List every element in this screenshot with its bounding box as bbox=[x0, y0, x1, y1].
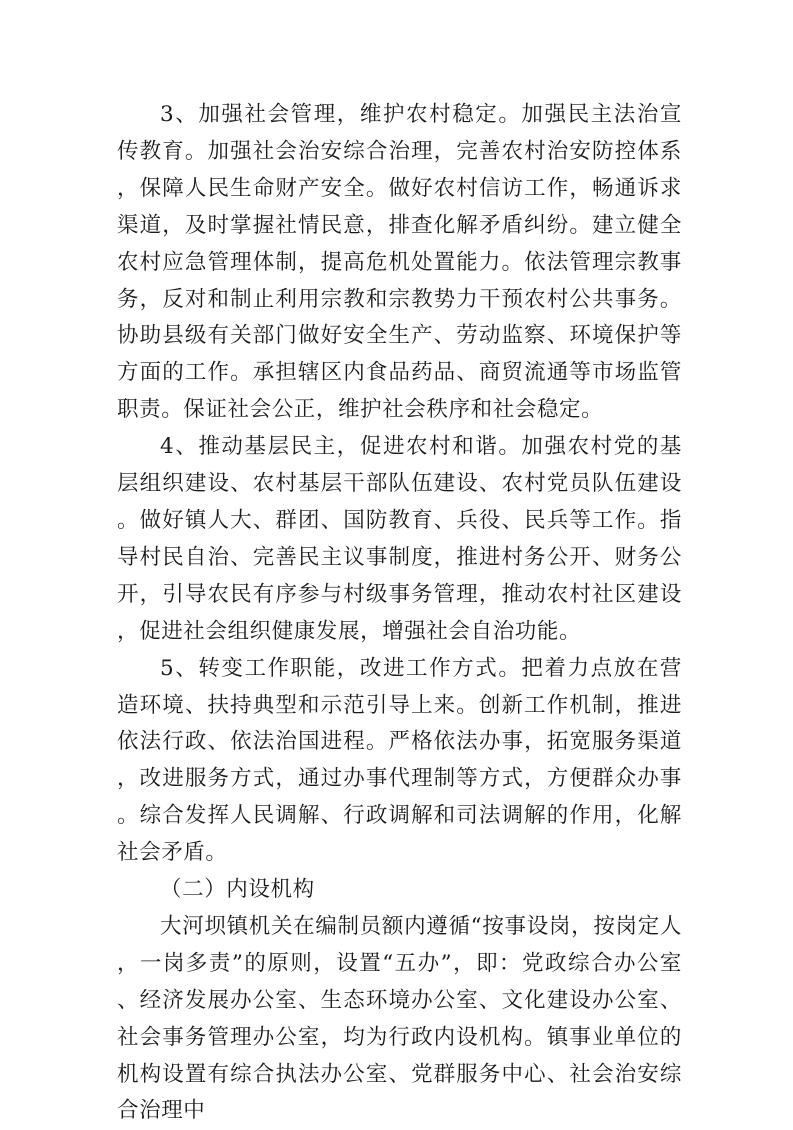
document-body bbox=[117, 97, 682, 1130]
paragraph-item-5: 5、转变工作职能，改进工作方式。把着力点放在营造环境、扶持典型和示范引导上来。创新工作机制，推进依法行政、依法治国进程。严格依法办事，拓宽服务渠道，改进服务方式，通过办事代理制等方式，方便群众办事。综合发挥人民调解、行政调解和司法调解的作用，化解社会矛盾。 bbox=[117, 655, 682, 866]
paragraph-internal-structure: 大河坝镇机关在编制员额内遵循“按事设岗，按岗定人，一岗多责”的原则，设置“五办”，即：党政综合办公室、经济发展办公室、生态环境办公室、文化建设办公室、社会事务管理办公室，均为行政内设机构。镇事业单位的机构设置有综合执法办公室、党群服务中心、社会治安综合治理中 bbox=[117, 913, 682, 1124]
paragraph-item-3: 3、加强社会管理，维护农村稳定。加强民主法治宣传教育。加强社会治安综合治理，完善农村治安防控体系，保障人民生命财产安全。做好农村信访工作，畅通诉求渠道，及时掌握社情民意，排查化解矛盾纠纷。建立健全农村应急管理体制，提高危机处置能力。依法管理宗教事务，反对和制止利用宗教和宗教势力干预农村公共事务。协助县级有关部门做好安全生产、劳动监察、环境保护等方面的工作。承担辖区内食品药品、商贸流通等市场监管职责。保证社会公正，维护社会秩序和社会稳定。 bbox=[117, 102, 682, 423]
section-heading: （二）内设机构 bbox=[160, 877, 315, 903]
paragraph-item-4: 4、推动基层民主，促进农村和谐。加强农村党的基层组织建设、农村基层干部队伍建设、农村党员队伍建设。做好镇人大、群团、国防教育、兵役、民兵等工作。指导村民自治、完善民主议事制度，推进村务公开、财务公开，引导农民有序参与村级事务管理，推动农村社区建设，促进社会组织健康发展，增强社会自治功能。 bbox=[117, 434, 682, 644]
